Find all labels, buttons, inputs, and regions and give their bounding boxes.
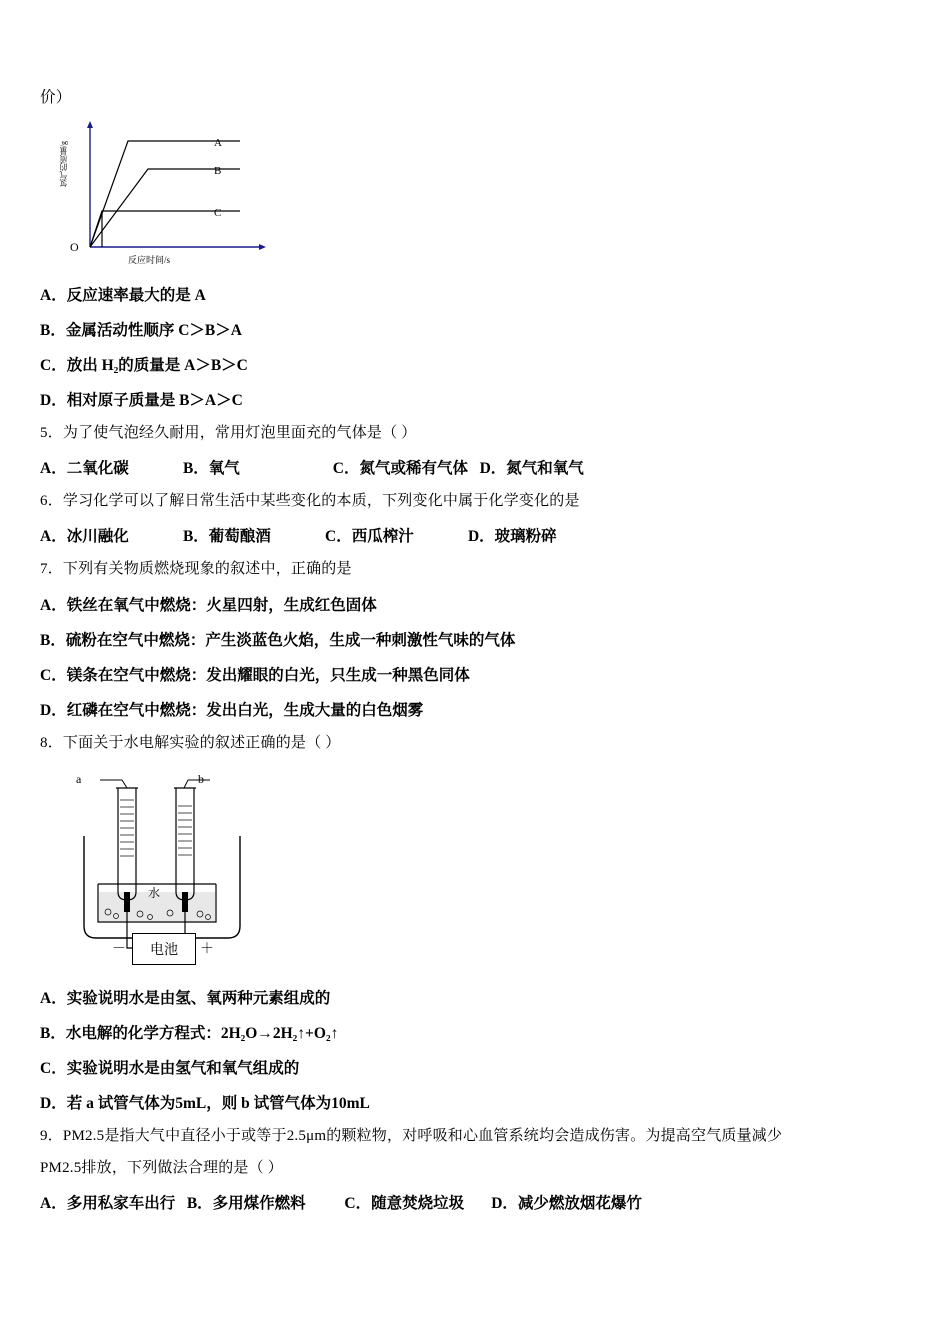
page-bottom-space xyxy=(40,1226,910,1316)
question-6-options: A．冰川融化 B．葡萄酿酒 C．西瓜榨汁 D．玻璃粉碎 xyxy=(40,528,557,546)
battery-positive-sign: ＋ xyxy=(200,941,214,957)
question-8-stem: 8．下面关于水电解实验的叙述正确的是（ ） xyxy=(40,734,341,751)
question-9-stem-line2: PM2.5排放，下列做法合理的是（ ） xyxy=(40,1160,283,1177)
question-7-option-d: D．红磷在空气中燃烧：发出白光，生成大量的白色烟雾 xyxy=(40,701,424,719)
question-7-option-b: B．硫粉在空气中燃烧：产生淡蓝色火焰，生成一种刺激性气味的气体 xyxy=(40,631,516,649)
question-7-option-c: C．镁条在空气中燃烧：发出耀眼的白光，只生成一种黑色同体 xyxy=(40,666,470,684)
battery-negative-sign: － xyxy=(112,941,126,957)
chart-origin-label: O xyxy=(70,239,79,254)
question-8-option-c: C．实验说明水是由氢气和氧气组成的 xyxy=(40,1059,300,1077)
question-8-option-a: A．实验说明水是由氢、氧两种元素组成的 xyxy=(40,989,331,1007)
apparatus-label-a: a xyxy=(76,771,82,786)
question-8-option-b: B．水电解的化学方程式：2H₂O→2H₂↑+O₂↑ xyxy=(40,1024,339,1042)
apparatus-label-b: b xyxy=(198,771,204,786)
question-7-stem: 7．下列有关物质燃烧现象的叙述中，正确的是 xyxy=(40,561,352,578)
apparatus-water-label: 水 xyxy=(148,885,161,900)
question-5-stem: 5．为了使气泡经久耐用，常用灯泡里面充的气体是（ ） xyxy=(40,424,417,441)
question-9-options: A．多用私家车出行 B．多用煤作燃料 C．随意焚烧垃圾 D．减少燃放烟花爆竹 xyxy=(40,1195,642,1213)
chart-x-axis-label: 反应时间/s xyxy=(128,254,171,265)
chart-y-axis-label: 氢气的质量/g xyxy=(59,140,68,188)
chart-curve-label-b: B xyxy=(214,164,222,177)
water-electrolysis-apparatus-figure xyxy=(70,766,300,976)
chart-svg xyxy=(62,115,292,275)
q4-option-a: A．反应速率最大的是 A xyxy=(40,286,206,304)
question-9-stem-line1: 9．PM2.5是指大气中直径小于或等于2.5μm的颗粒物，对呼吸和心血管系统均会造成伤害。为提高空气质量减少 xyxy=(40,1127,783,1144)
top-fragment: 价） xyxy=(40,89,72,106)
chart-curve-label-c: C xyxy=(214,206,222,219)
q4-option-b: B．金属活动性顺序 C＞B＞A xyxy=(40,321,242,339)
chart-curve-label-a: A xyxy=(214,136,222,149)
battery-label: 电池 xyxy=(132,933,196,965)
hydrogen-mass-vs-time-chart xyxy=(59,115,292,275)
question-7-option-a: A．铁丝在氧气中燃烧：火星四射，生成红色固体 xyxy=(40,596,377,614)
q4-option-c: C．放出 H₂的质量是 A＞B＞C xyxy=(40,356,248,374)
document-content xyxy=(40,88,910,1316)
q4-option-d: D．相对原子质量是 B＞A＞C xyxy=(40,391,243,409)
question-8-option-d: D．若 a 试管气体为5mL，则 b 试管气体为10mL xyxy=(40,1094,370,1112)
question-5-options: A．二氧化碳 B．氧气 C．氮气或稀有气体 D．氮气和氧气 xyxy=(40,460,584,478)
question-6-stem: 6．学习化学可以了解日常生活中某些变化的本质，下列变化中属于化学变化的是 xyxy=(40,493,580,510)
